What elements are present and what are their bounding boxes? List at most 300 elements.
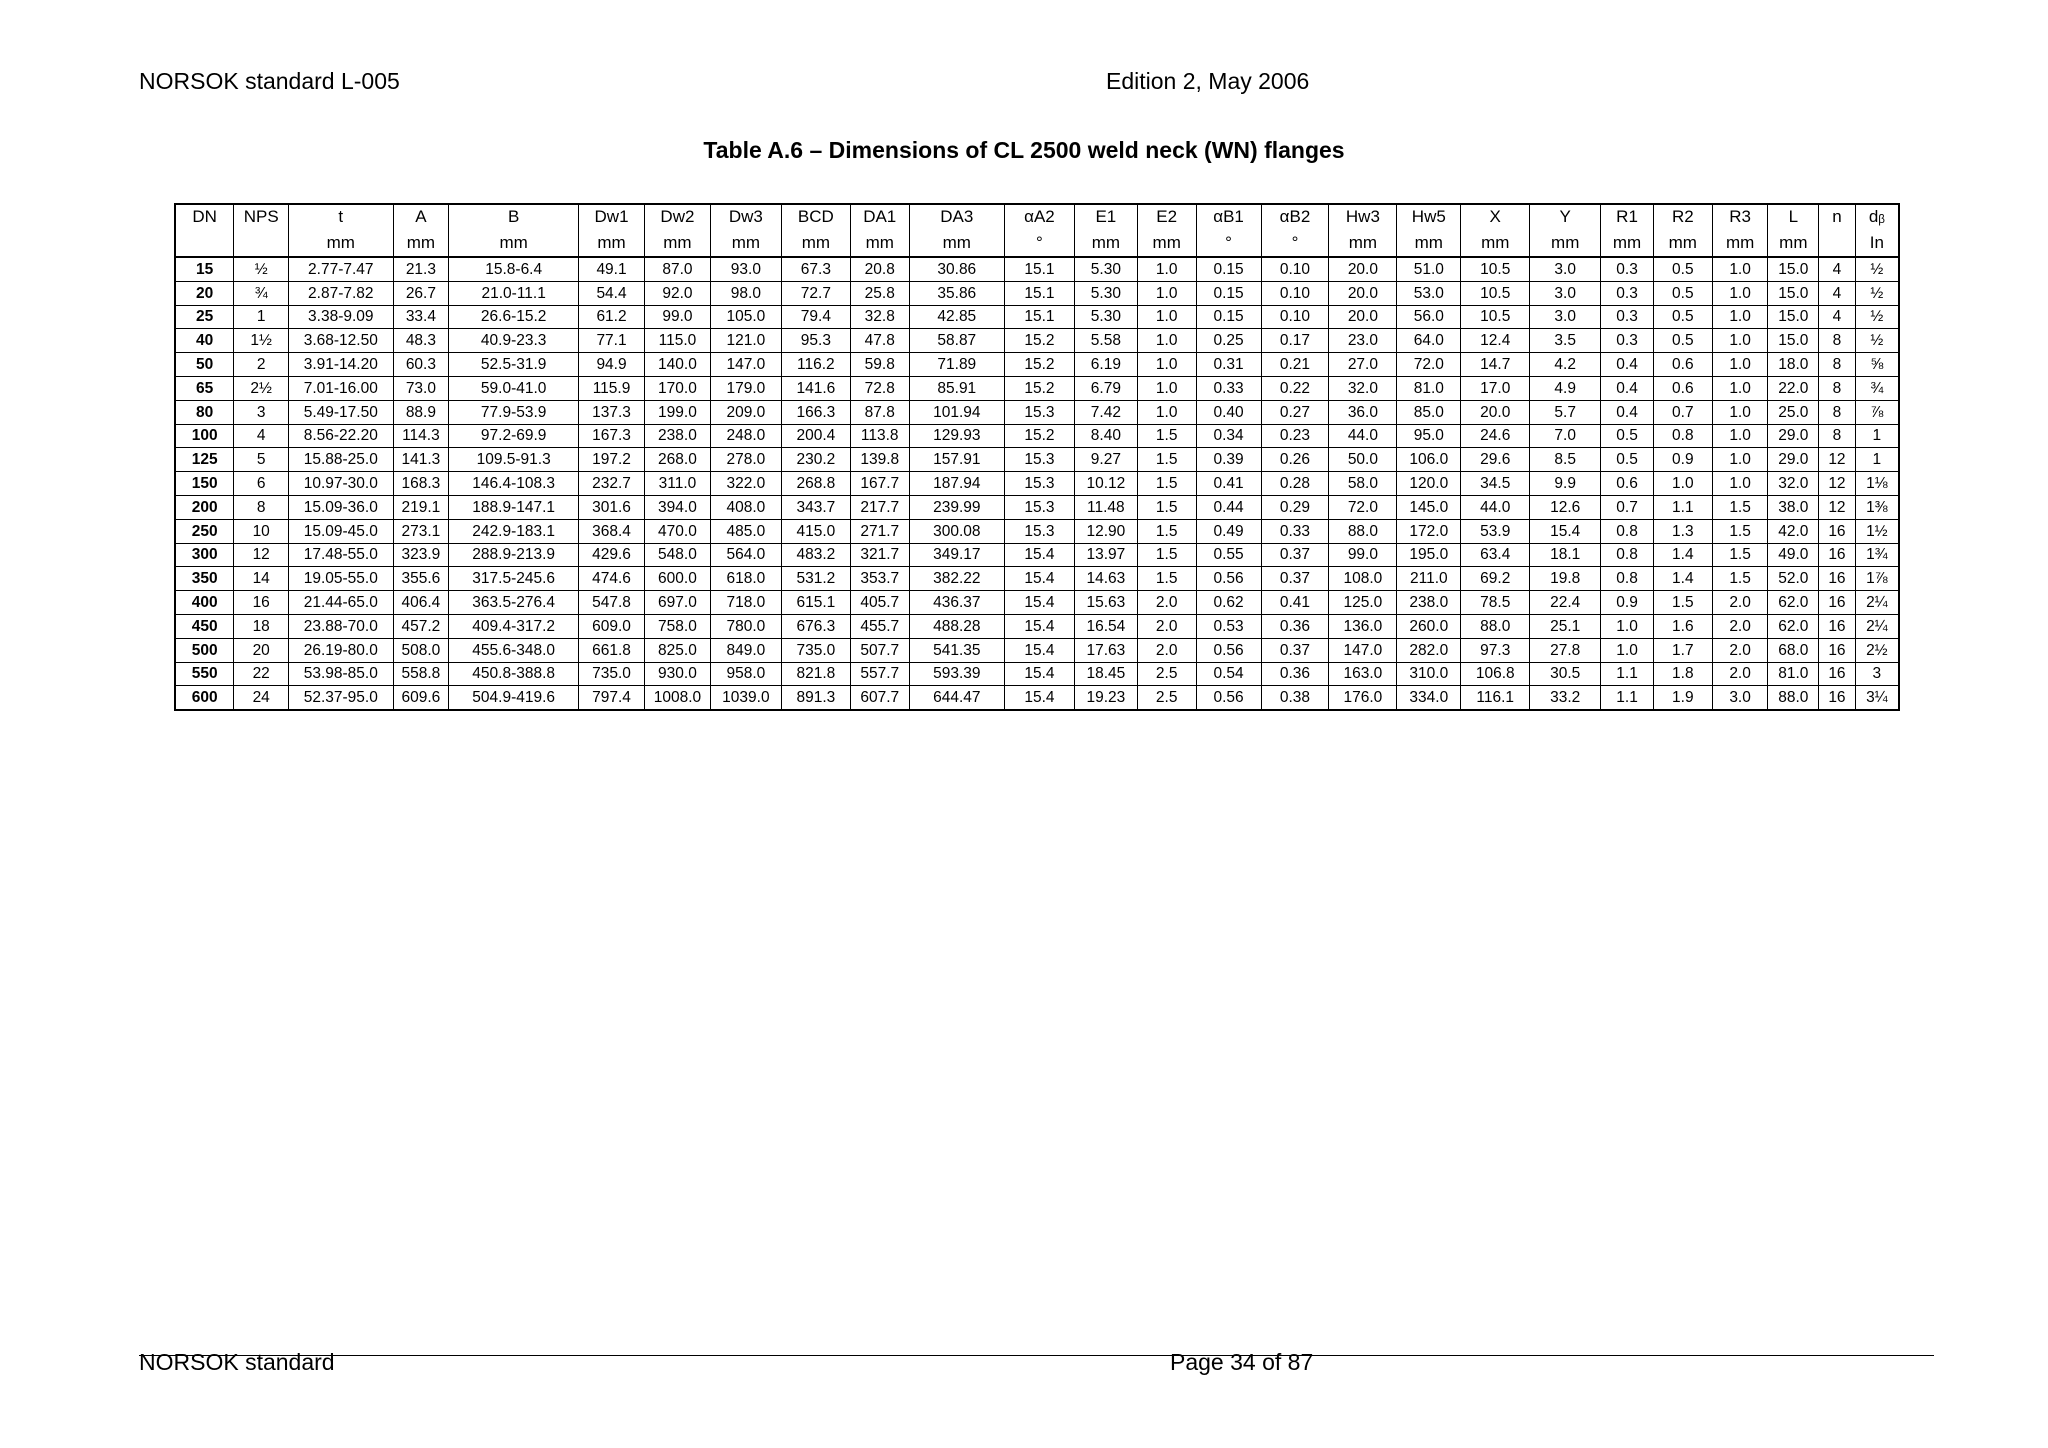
row-dn-cell: 350 [175, 567, 234, 591]
table-cell: 607.7 [850, 686, 909, 710]
table-cell: 15.2 [1004, 329, 1074, 353]
table-cell: 15.4 [1004, 614, 1074, 638]
table-cell: 19.05-55.0 [289, 567, 393, 591]
table-cell: 2.0 [1712, 662, 1768, 686]
table-row [175, 281, 1899, 305]
table-cell: 197.2 [579, 448, 645, 472]
table-cell: 1.5 [1712, 543, 1768, 567]
table-cell: 141.6 [781, 376, 850, 400]
table-cell: 54.4 [579, 281, 645, 305]
table-cell: 32.8 [850, 305, 909, 329]
table-cell: 557.7 [850, 662, 909, 686]
table-cell: 24.6 [1461, 424, 1530, 448]
table-cell: 260.0 [1397, 614, 1461, 638]
table-cell: 172.0 [1397, 519, 1461, 543]
table-cell: 1.5 [1137, 519, 1196, 543]
table-cell: 1.8 [1653, 662, 1712, 686]
column-name-row [175, 204, 1899, 229]
table-cell: 6.79 [1074, 376, 1137, 400]
table-cell: 34.5 [1461, 472, 1530, 496]
table-cell: 16 [1819, 591, 1856, 615]
table-row [175, 638, 1899, 662]
table-cell: 0.37 [1261, 638, 1329, 662]
table-cell: 409.4-317.2 [449, 614, 579, 638]
table-cell: 1.5 [1137, 495, 1196, 519]
row-dn-cell: 50 [175, 353, 234, 377]
table-cell: 541.35 [909, 638, 1004, 662]
table-cell: 415.0 [781, 519, 850, 543]
table-cell: 32.0 [1329, 376, 1397, 400]
table-cell: 2.0 [1712, 638, 1768, 662]
table-cell: 8 [234, 495, 289, 519]
table-cell: 531.2 [781, 567, 850, 591]
table-cell: 349.17 [909, 543, 1004, 567]
table-cell: 72.8 [850, 376, 909, 400]
column-unit: mm [449, 229, 579, 257]
table-cell: 147.0 [710, 353, 781, 377]
table-cell: 140.0 [644, 353, 710, 377]
table-cell: 125.0 [1329, 591, 1397, 615]
table-row [175, 305, 1899, 329]
table-cell: 200.4 [781, 424, 850, 448]
table-cell: 0.56 [1196, 638, 1261, 662]
column-unit: ° [1196, 229, 1261, 257]
table-cell: 87.8 [850, 400, 909, 424]
table-cell: 62.0 [1768, 591, 1819, 615]
table-cell: 1⅜ [1855, 495, 1899, 519]
table-cell: 4 [234, 424, 289, 448]
table-cell: 12.6 [1530, 495, 1601, 519]
table-cell: 53.9 [1461, 519, 1530, 543]
table-cell: 4.9 [1530, 376, 1601, 400]
table-cell: 12 [1819, 495, 1856, 519]
table-cell: 15.3 [1004, 519, 1074, 543]
column-unit: mm [1653, 229, 1712, 257]
table-cell: 14.63 [1074, 567, 1137, 591]
table-row [175, 662, 1899, 686]
table-cell: 52.37-95.0 [289, 686, 393, 710]
table-cell: 0.22 [1261, 376, 1329, 400]
table-cell: 59.8 [850, 353, 909, 377]
column-unit: mm [289, 229, 393, 257]
row-dn-cell: 40 [175, 329, 234, 353]
table-cell: 15.1 [1004, 305, 1074, 329]
table-cell: 15.63 [1074, 591, 1137, 615]
table-cell: 15.3 [1004, 495, 1074, 519]
table-cell: 429.6 [579, 543, 645, 567]
column-unit: mm [644, 229, 710, 257]
table-cell: ½ [1855, 329, 1899, 353]
table-cell: 18.1 [1530, 543, 1601, 567]
table-cell: 618.0 [710, 567, 781, 591]
table-cell: 1.0 [1712, 400, 1768, 424]
table-cell: ¾ [1855, 376, 1899, 400]
table-cell: 825.0 [644, 638, 710, 662]
table-cell: 21.0-11.1 [449, 281, 579, 305]
column-header: αB1 [1196, 204, 1261, 229]
column-header: n [1819, 204, 1856, 229]
table-cell: 109.5-91.3 [449, 448, 579, 472]
table-cell: 88.0 [1768, 686, 1819, 710]
table-cell: 15.1 [1004, 257, 1074, 281]
column-header: Dw3 [710, 204, 781, 229]
table-cell: 15.0 [1768, 305, 1819, 329]
row-dn-cell: 100 [175, 424, 234, 448]
table-cell: 27.0 [1329, 353, 1397, 377]
table-cell: 8 [1819, 424, 1856, 448]
column-header: DA3 [909, 204, 1004, 229]
table-row [175, 376, 1899, 400]
row-dn-cell: 250 [175, 519, 234, 543]
table-cell: 0.37 [1261, 567, 1329, 591]
table-cell: 8 [1819, 329, 1856, 353]
table-cell: 0.54 [1196, 662, 1261, 686]
table-cell: ½ [1855, 257, 1899, 281]
table-cell: 1.5 [1712, 519, 1768, 543]
column-header: Dw1 [579, 204, 645, 229]
table-cell: 1.0 [1137, 329, 1196, 353]
table-cell: 15.2 [1004, 424, 1074, 448]
table-cell: 27.8 [1530, 638, 1601, 662]
table-cell: 29.0 [1768, 448, 1819, 472]
table-cell: 0.15 [1196, 257, 1261, 281]
table-cell: 93.0 [710, 257, 781, 281]
table-cell: 16 [1819, 543, 1856, 567]
column-unit: mm [1074, 229, 1137, 257]
table-cell: 16 [1819, 614, 1856, 638]
table-cell: 52.5-31.9 [449, 353, 579, 377]
table-cell: 2¼ [1855, 614, 1899, 638]
table-cell: 2.0 [1712, 591, 1768, 615]
table-cell: 167.7 [850, 472, 909, 496]
table-cell: 0.49 [1196, 519, 1261, 543]
table-cell: 145.0 [1397, 495, 1461, 519]
table-cell: 16 [1819, 638, 1856, 662]
table-cell: 20.0 [1461, 400, 1530, 424]
table-cell: 1.4 [1653, 567, 1712, 591]
column-unit: ° [1261, 229, 1329, 257]
table-cell: 1.0 [1712, 448, 1768, 472]
table-cell: 4 [1819, 305, 1856, 329]
table-cell: 1⅞ [1855, 567, 1899, 591]
column-unit: mm [781, 229, 850, 257]
table-cell: 0.5 [1653, 305, 1712, 329]
table-cell: 268.8 [781, 472, 850, 496]
table-cell: 7.0 [1530, 424, 1601, 448]
table-cell: 170.0 [644, 376, 710, 400]
table-cell: 24 [234, 686, 289, 710]
table-cell: 81.0 [1397, 376, 1461, 400]
table-cell: 0.10 [1261, 257, 1329, 281]
table-cell: 113.8 [850, 424, 909, 448]
table-cell: ⅞ [1855, 400, 1899, 424]
column-unit [175, 229, 234, 257]
table-title: Table A.6 – Dimensions of CL 2500 weld neck (WN) flanges [703, 137, 1345, 163]
table-cell: 507.7 [850, 638, 909, 662]
table-cell: 1.0 [1601, 614, 1654, 638]
table-cell: 558.8 [393, 662, 449, 686]
table-cell: 406.4 [393, 591, 449, 615]
table-cell: 268.0 [644, 448, 710, 472]
table-cell: 120.0 [1397, 472, 1461, 496]
table-cell: 2.77-7.47 [289, 257, 393, 281]
table-cell: 92.0 [644, 281, 710, 305]
table-cell: 0.53 [1196, 614, 1261, 638]
table-cell: 11.48 [1074, 495, 1137, 519]
table-cell: 15.09-36.0 [289, 495, 393, 519]
table-cell: 2.5 [1137, 686, 1196, 710]
table-cell: 38.0 [1768, 495, 1819, 519]
table-cell: 1.0 [1712, 305, 1768, 329]
table-cell: 72.7 [781, 281, 850, 305]
table-cell: 382.22 [909, 567, 1004, 591]
table-cell: 25.1 [1530, 614, 1601, 638]
table-cell: 0.5 [1653, 329, 1712, 353]
table-cell: 17.48-55.0 [289, 543, 393, 567]
table-cell: 1.0 [1137, 281, 1196, 305]
table-cell: 0.55 [1196, 543, 1261, 567]
column-unit: mm [579, 229, 645, 257]
table-cell: 18.45 [1074, 662, 1137, 686]
row-dn-cell: 25 [175, 305, 234, 329]
table-cell: 0.5 [1601, 448, 1654, 472]
table-cell: 67.3 [781, 257, 850, 281]
table-cell: 15.0 [1768, 257, 1819, 281]
table-cell: 1.5 [1137, 424, 1196, 448]
table-cell: 33.4 [393, 305, 449, 329]
table-cell: 1.5 [1712, 567, 1768, 591]
table-row [175, 495, 1899, 519]
table-cell: 97.3 [1461, 638, 1530, 662]
row-dn-cell: 300 [175, 543, 234, 567]
table-cell: 26.19-80.0 [289, 638, 393, 662]
table-cell: 20 [234, 638, 289, 662]
column-header: t [289, 204, 393, 229]
column-unit [234, 229, 289, 257]
column-header: Hw3 [1329, 204, 1397, 229]
table-cell: 1½ [234, 329, 289, 353]
page-number: Page 34 of 87 [1170, 1349, 1314, 1375]
table-cell: 797.4 [579, 686, 645, 710]
table-cell: 15.4 [1004, 662, 1074, 686]
table-cell: 15.4 [1004, 543, 1074, 567]
table-cell: 129.93 [909, 424, 1004, 448]
table-cell: 758.0 [644, 614, 710, 638]
table-cell: 85.0 [1397, 400, 1461, 424]
table-cell: 3.91-14.20 [289, 353, 393, 377]
table-cell: 15.3 [1004, 400, 1074, 424]
table-cell: 26.6-15.2 [449, 305, 579, 329]
table-cell: 0.36 [1261, 662, 1329, 686]
table-cell: 25.8 [850, 281, 909, 305]
table-cell: 72.0 [1329, 495, 1397, 519]
table-cell: 42.0 [1768, 519, 1819, 543]
table-cell: 99.0 [1329, 543, 1397, 567]
table-cell: 15.4 [1530, 519, 1601, 543]
table-cell: 0.15 [1196, 305, 1261, 329]
column-header: dᵦ [1855, 204, 1899, 229]
table-cell: 12 [1819, 448, 1856, 472]
table-cell: 0.8 [1653, 424, 1712, 448]
table-cell: 20.0 [1329, 257, 1397, 281]
table-cell: 77.1 [579, 329, 645, 353]
table-cell: 115.9 [579, 376, 645, 400]
table-cell: 0.26 [1261, 448, 1329, 472]
table-cell: 15.2 [1004, 376, 1074, 400]
table-cell: 0.33 [1196, 376, 1261, 400]
table-cell: 450.8-388.8 [449, 662, 579, 686]
table-cell: 32.0 [1768, 472, 1819, 496]
column-unit: mm [393, 229, 449, 257]
table-cell: 1.0 [1712, 424, 1768, 448]
table-cell: 15.4 [1004, 591, 1074, 615]
table-cell: 106.8 [1461, 662, 1530, 686]
table-cell: 17.0 [1461, 376, 1530, 400]
table-cell: 1½ [1855, 519, 1899, 543]
table-row [175, 448, 1899, 472]
table-cell: 676.3 [781, 614, 850, 638]
table-cell: 0.41 [1196, 472, 1261, 496]
table-cell: 166.3 [781, 400, 850, 424]
table-cell: 2.0 [1137, 614, 1196, 638]
table-cell: 0.37 [1261, 543, 1329, 567]
table-cell: 2.0 [1137, 591, 1196, 615]
table-cell: 10 [234, 519, 289, 543]
table-cell: 548.0 [644, 543, 710, 567]
table-cell: 0.40 [1196, 400, 1261, 424]
table-cell: 0.31 [1196, 353, 1261, 377]
table-cell: 4 [1819, 257, 1856, 281]
table-cell: 15.8-6.4 [449, 257, 579, 281]
table-cell: 114.3 [393, 424, 449, 448]
table-cell: 69.2 [1461, 567, 1530, 591]
row-dn-cell: 15 [175, 257, 234, 281]
table-cell: 0.7 [1601, 495, 1654, 519]
header-document-name: NORSOK standard L-005 [139, 68, 400, 94]
table-cell: 242.9-183.1 [449, 519, 579, 543]
table-cell: 22 [234, 662, 289, 686]
table-cell: 0.7 [1653, 400, 1712, 424]
table-cell: 105.0 [710, 305, 781, 329]
table-cell: 609.6 [393, 686, 449, 710]
table-cell: 217.7 [850, 495, 909, 519]
table-cell: 593.39 [909, 662, 1004, 686]
table-cell: 21.3 [393, 257, 449, 281]
table-cell: 5.7 [1530, 400, 1601, 424]
table-cell: 405.7 [850, 591, 909, 615]
table-cell: 609.0 [579, 614, 645, 638]
table-cell: 35.86 [909, 281, 1004, 305]
table-cell: 15.4 [1004, 567, 1074, 591]
table-cell: 5 [234, 448, 289, 472]
table-cell: 0.4 [1601, 353, 1654, 377]
table-cell: 394.0 [644, 495, 710, 519]
table-cell: 3.68-12.50 [289, 329, 393, 353]
table-cell: 5.30 [1074, 257, 1137, 281]
column-header: B [449, 204, 579, 229]
table-cell: 2.0 [1137, 638, 1196, 662]
table-cell: 1.1 [1601, 686, 1654, 710]
table-cell: 0.36 [1261, 614, 1329, 638]
table-cell: 116.1 [1461, 686, 1530, 710]
table-cell: 735.0 [579, 662, 645, 686]
table-cell: 300.08 [909, 519, 1004, 543]
row-dn-cell: 600 [175, 686, 234, 710]
column-unit: mm [1712, 229, 1768, 257]
table-row [175, 543, 1899, 567]
table-row [175, 591, 1899, 615]
table-cell: 29.6 [1461, 448, 1530, 472]
table-cell: 301.6 [579, 495, 645, 519]
table-cell: 50.0 [1329, 448, 1397, 472]
table-cell: 146.4-108.3 [449, 472, 579, 496]
table-cell: 73.0 [393, 376, 449, 400]
table-cell: 58.0 [1329, 472, 1397, 496]
table-cell: 0.6 [1601, 472, 1654, 496]
table-cell: 88.9 [393, 400, 449, 424]
table-cell: 116.2 [781, 353, 850, 377]
table-cell: 40.9-23.3 [449, 329, 579, 353]
table-cell: 1 [1855, 448, 1899, 472]
table-cell: 1.5 [1653, 591, 1712, 615]
table-cell: ⅝ [1855, 353, 1899, 377]
table-cell: 3 [234, 400, 289, 424]
table-cell: 1.3 [1653, 519, 1712, 543]
table-cell: 22.0 [1768, 376, 1819, 400]
column-header: Y [1530, 204, 1601, 229]
table-cell: 7.42 [1074, 400, 1137, 424]
table-cell: 2 [234, 353, 289, 377]
row-dn-cell: 80 [175, 400, 234, 424]
column-header: E1 [1074, 204, 1137, 229]
table-cell: 108.0 [1329, 567, 1397, 591]
table-cell: 167.3 [579, 424, 645, 448]
table-cell: 61.2 [579, 305, 645, 329]
table-cell: 282.0 [1397, 638, 1461, 662]
row-dn-cell: 125 [175, 448, 234, 472]
table-cell: 230.2 [781, 448, 850, 472]
header-edition: Edition 2, May 2006 [1106, 68, 1310, 94]
table-cell: 15.4 [1004, 638, 1074, 662]
table-cell: 58.87 [909, 329, 1004, 353]
table-cell: 16 [1819, 686, 1856, 710]
table-cell: 15.09-45.0 [289, 519, 393, 543]
table-cell: 147.0 [1329, 638, 1397, 662]
table-cell: 20.8 [850, 257, 909, 281]
table-row [175, 424, 1899, 448]
table-cell: 211.0 [1397, 567, 1461, 591]
table-cell: 5.30 [1074, 305, 1137, 329]
table-cell: 0.3 [1601, 305, 1654, 329]
table-cell: 60.3 [393, 353, 449, 377]
table-cell: 1.1 [1653, 495, 1712, 519]
table-cell: 18 [234, 614, 289, 638]
table-cell: 1.9 [1653, 686, 1712, 710]
table-cell: 1.6 [1653, 614, 1712, 638]
table-cell: 15.2 [1004, 353, 1074, 377]
table-cell: 0.28 [1261, 472, 1329, 496]
column-unit: mm [710, 229, 781, 257]
table-row [175, 400, 1899, 424]
table-cell: 15.88-25.0 [289, 448, 393, 472]
column-unit: In [1855, 229, 1899, 257]
table-body [175, 257, 1899, 710]
table-cell: 0.29 [1261, 495, 1329, 519]
table-cell: 1¾ [1855, 543, 1899, 567]
table-cell: 2.5 [1137, 662, 1196, 686]
table-cell: 849.0 [710, 638, 781, 662]
table-cell: 408.0 [710, 495, 781, 519]
